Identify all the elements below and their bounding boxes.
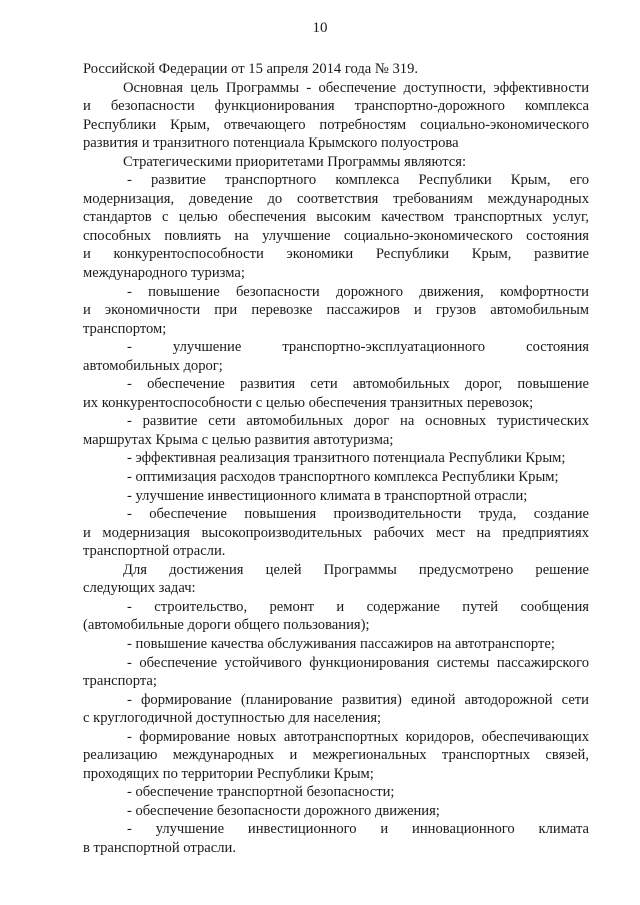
text-line: стандартов с целью обеспечения высоким качеством транспортных услуг, [83,209,589,226]
text-line: - обеспечение устойчивого функционирования системы пассажирского [127,654,589,671]
text-line: - повышение качества обслуживания пассажиров на автотранспорте; [127,635,555,652]
text-line: транспортной отрасли. [83,543,226,560]
text-line: - улучшение инвестиционного и инновационного климата [127,821,589,838]
text-line: Республики Крым, отвечающего потребностям социально-экономического [83,116,589,133]
text-line: транспортом; [83,320,167,337]
text-line: в транспортной отрасли. [83,839,236,856]
text-line: и безопасности функционирования транспортно-дорожного комплекса [83,98,589,115]
text-line: маршрутах Крыма с целью развития автотуризма; [83,431,394,448]
text-line: Для достижения целей Программы предусмотрено решение [123,561,589,578]
text-line: модернизация, доведение до соответствия требованиям международных [83,190,589,207]
text-line: - обеспечение безопасности дорожного движения; [127,802,440,819]
text-line: и конкурентоспособности экономики Республики Крым, развитие [83,246,589,263]
page-number: 10 [312,20,328,36]
text-line: - формирование новых автотранспортных коридоров, обеспечивающих [127,728,589,745]
text-line: - формирование (планирование развития) единой автодорожной сети [127,691,589,708]
text-line: транспорта; [83,673,157,690]
text-line: - обеспечение транспортной безопасности; [127,784,395,801]
text-line: проходящих по территории Республики Крым; [83,765,374,782]
text-line: - развитие транспортного комплекса Республики Крым, его [127,172,589,189]
text-line: - обеспечение повышения производительности труда, создание [127,506,589,523]
text-line: Российской Федерации от 15 апреля 2014 года № 319. [83,61,419,77]
text-line: способных повлиять на улучшение социально-экономического состояния [83,227,589,244]
body-text [83,60,589,858]
text-line: - оптимизация расходов транспортного комплекса Республики Крым; [127,469,559,486]
text-line: автомобильных дорог; [83,357,223,374]
text-line: - улучшение транспортно-эксплуатационного состояния [127,339,589,356]
text-line: - обеспечение развития сети автомобильных дорог, повышение [127,376,589,393]
text-line: и экономичности при перевозке пассажиров и грузов автомобильным [83,302,589,319]
text-line: следующих задач: [83,580,196,597]
text-line: - улучшение инвестиционного климата в транспортной отрасли; [127,487,528,504]
text-line: - повышение безопасности дорожного движения, комфортности [127,283,589,300]
text-line: Стратегическими приоритетами Программы являются: [123,153,467,170]
text-line: их конкурентоспособности с целью обеспечения транзитных перевозок; [83,394,534,411]
text-line: Основная цель Программы - обеспечение доступности, эффективности [123,79,589,96]
text-line: - развитие сети автомобильных дорог на основных туристических [127,413,589,430]
text-line: с круглогодичной доступностью для населения; [83,710,382,727]
text-line: - эффективная реализация транзитного потенциала Республики Крым; [127,450,566,467]
text-line: (автомобильные дороги общего пользования); [83,617,370,634]
text-line: реализацию международных и межрегиональных транспортных связей, [83,747,589,764]
text-line: международного туризма; [83,265,245,282]
text-line: и модернизация высокопроизводительных рабочих мест на предприятиях [83,524,589,541]
text-line: - строительство, ремонт и содержание путей сообщения [127,598,589,615]
text-line: развития и транзитного потенциала Крымского полуострова [83,135,459,152]
